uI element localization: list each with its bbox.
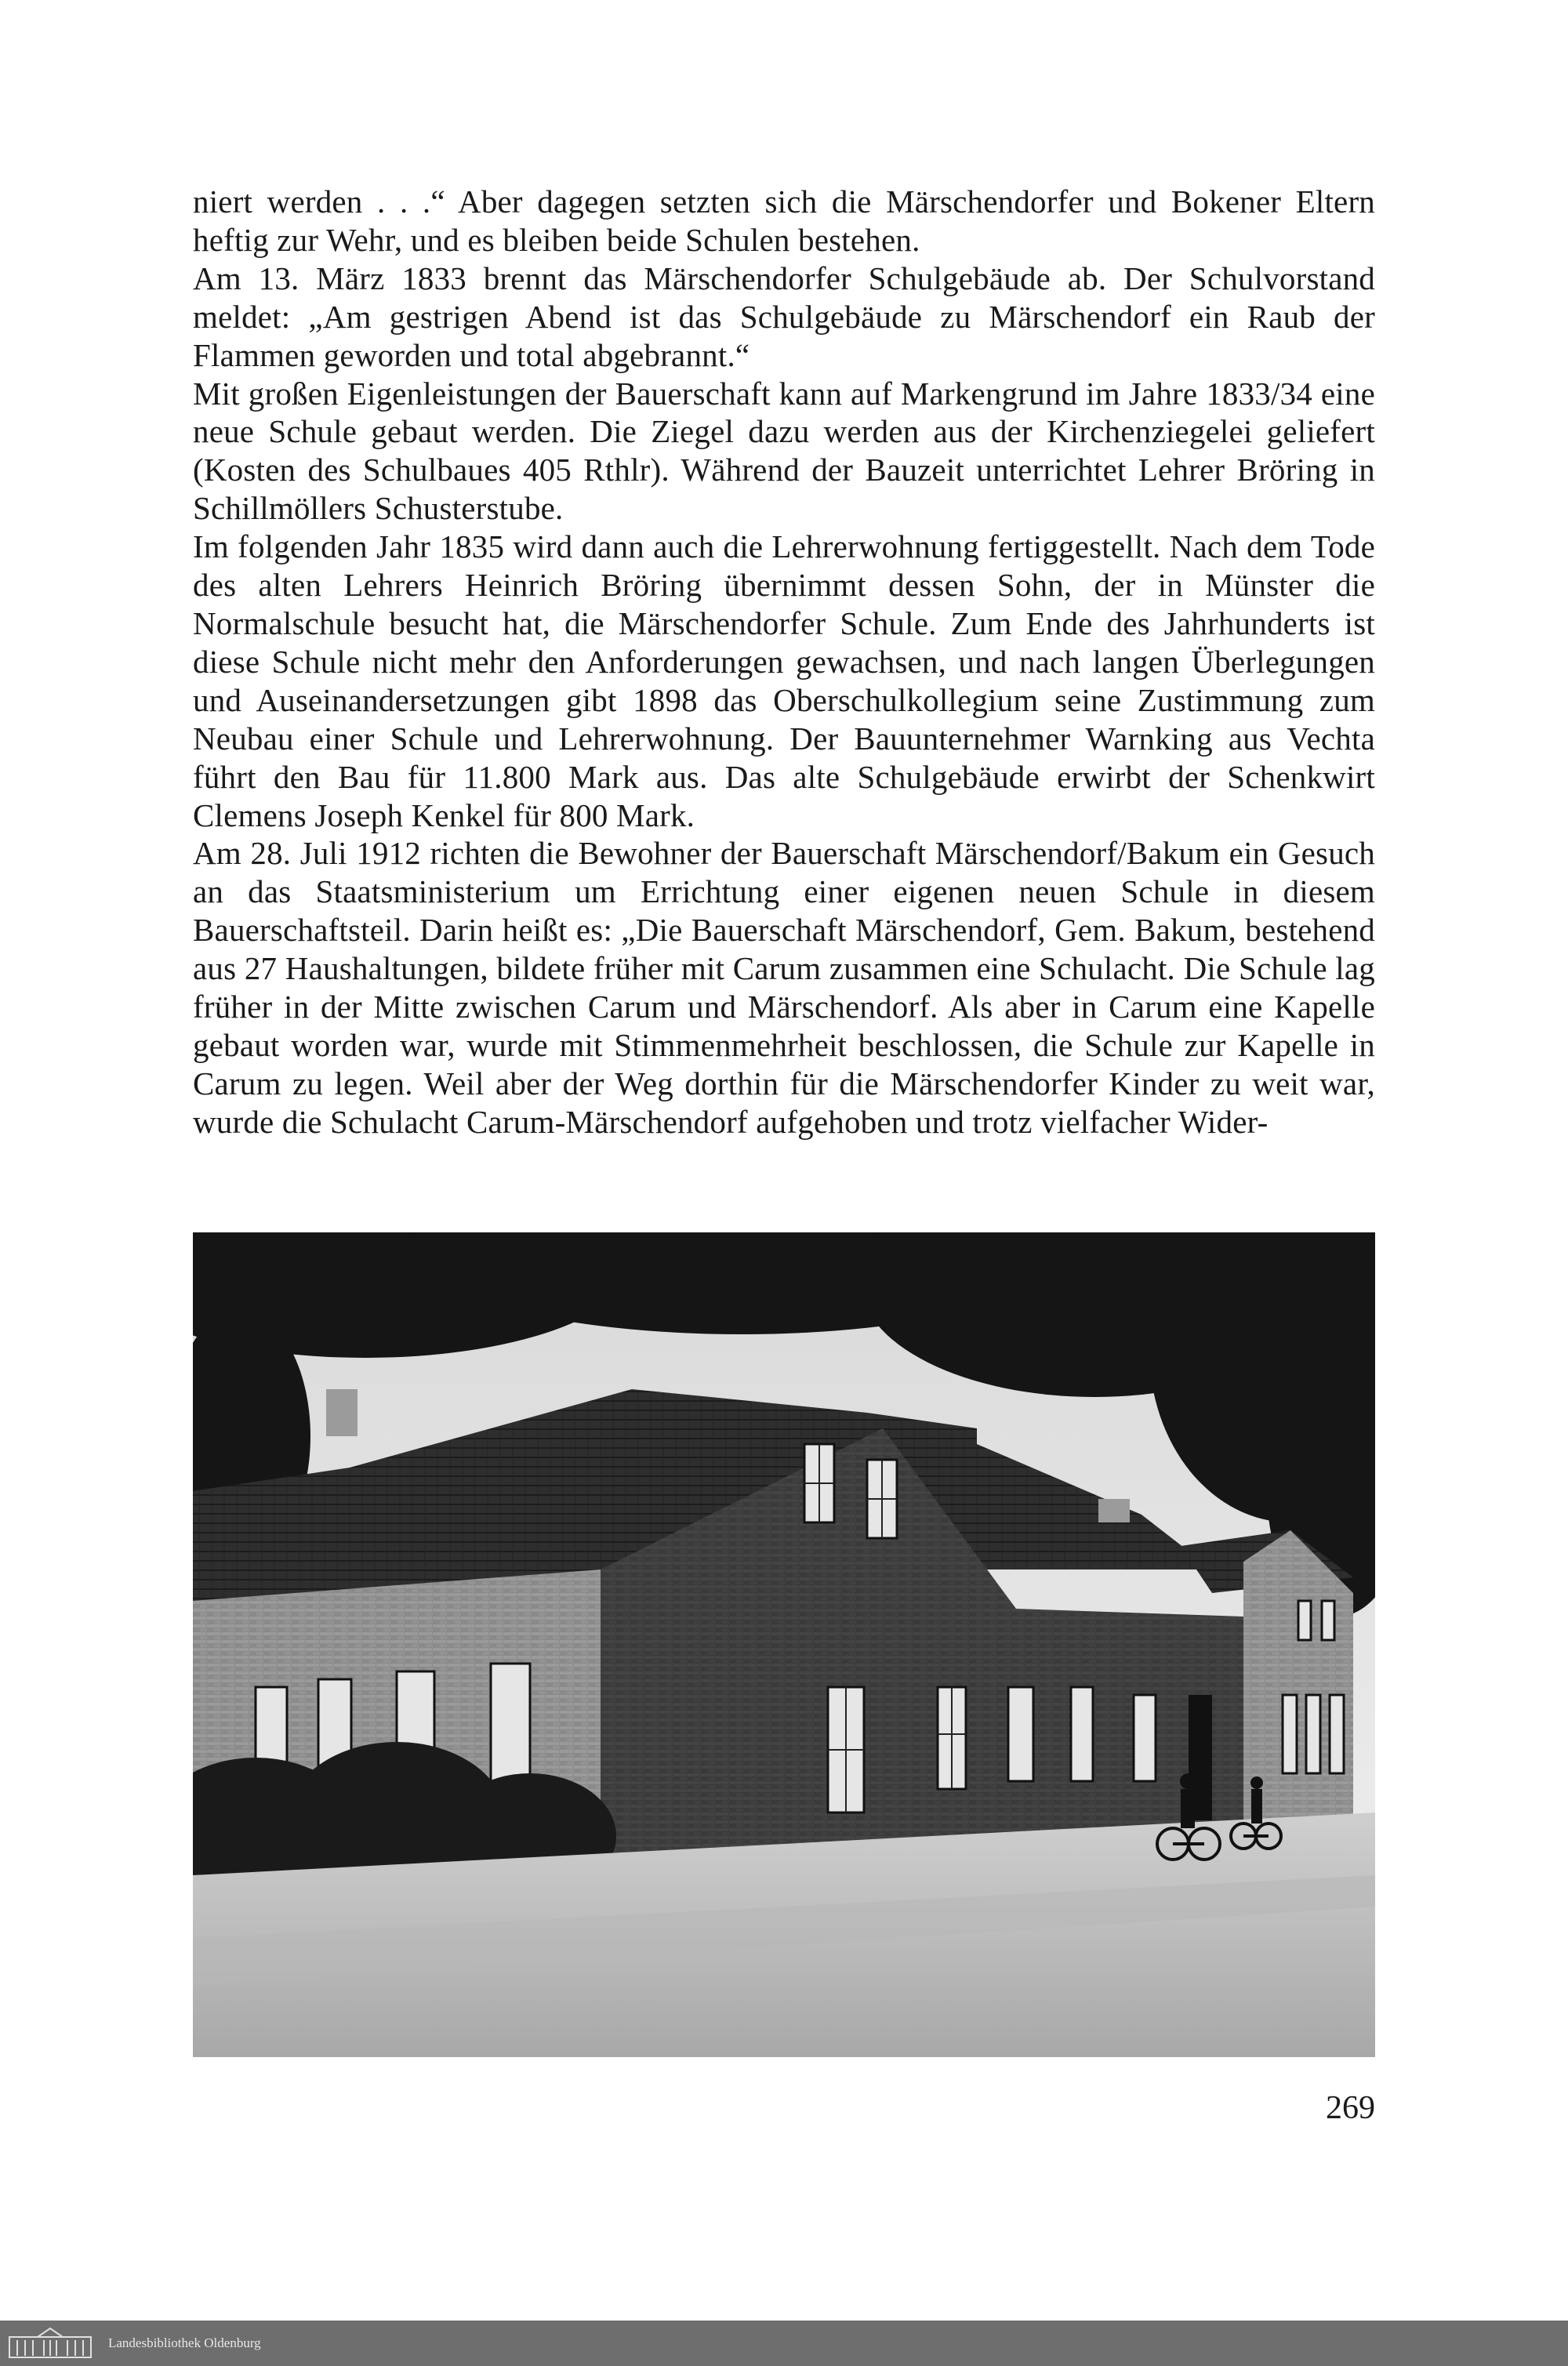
library-name: Landesbibliothek Oldenburg <box>108 2335 261 2350</box>
paragraph: Mit großen Eigenleistungen der Bauerschaft kann auf Markengrund im Jahre 1833/34 eine neue Schule gebaut werden. Die Ziegel dazu werden aus der Kirchenziegelei geliefert (Kosten des Schulbaues 405 Rthlr). Während der Bauzeit unterrichtet Lehrer Bröring in Schillmöllers Schusterstube. <box>193 375 1375 527</box>
paragraph: Im folgenden Jahr 1835 wird dann auch die Lehrerwohnung fertiggestellt. Nach dem Tode des alten Lehrers Heinrich Bröring übernimmt dessen Sohn, der in Münster die Normalschule besucht hat, die Märschendorfer Schule. Zum Ende des Jahrhunderts ist diese Schule nicht mehr den Anforderungen gewachsen, und nach langen Überlegungen und Auseinandersetzungen gibt 1898 das Oberschulkollegium seine Zustimmung zum Neubau einer Schule und Lehrerwohnung. Der Bauunternehmer Warnking aus Vechta führt den Bau für 11.800 Mark aus. Das alte Schulgebäude erwirbt der Schenkwirt Clemens Joseph Kenkel für 800 Mark. <box>193 528 1375 833</box>
school-building-photo <box>193 1232 1375 2057</box>
page-number: 269 <box>1326 2090 1375 2126</box>
paragraph: niert werden . . .“ Aber dagegen setzten sich die Märschendorfer und Bokener Eltern heftig zur Wehr, und es bleiben beide Schulen bestehen. <box>193 183 1375 258</box>
library-building-icon <box>6 2326 94 2361</box>
library-footer <box>0 2321 1568 2366</box>
paragraph: Am 28. Juli 1912 richten die Bewohner der Bauerschaft Märschendorf/Bakum ein Gesuch an das Staatsministerium um Errichtung einer eigenen neuen Schule in diesem Bauerschaftsteil. Darin heißt es: „Die Bauerschaft Märschendorf, Gem. Bakum, bestehend aus 27 Haushaltungen, bildete früher mit Carum zusammen eine Schulacht. Die Schule lag früher in der Mitte zwischen Carum und Märschendorf. Als aber in Carum eine Kapelle gebaut worden war, wurde mit Stimmenmehrheit beschlossen, die Schule zur Kapelle in Carum zu legen. Weil aber der Weg dorthin für die Märschendorfer Kinder zu weit war, wurde die Schulacht Carum-Märschendorf aufgehoben und trotz vielfacher Wider- <box>193 835 1375 1140</box>
body-text <box>193 183 1375 1141</box>
paragraph: Am 13. März 1833 brennt das Märschendorfer Schulgebäude ab. Der Schulvorstand meldet: „Am gestrigen Abend ist das Schulgebäude zu Märschendorf ein Raub der Flammen geworden und total abgebrannt.“ <box>193 259 1375 373</box>
